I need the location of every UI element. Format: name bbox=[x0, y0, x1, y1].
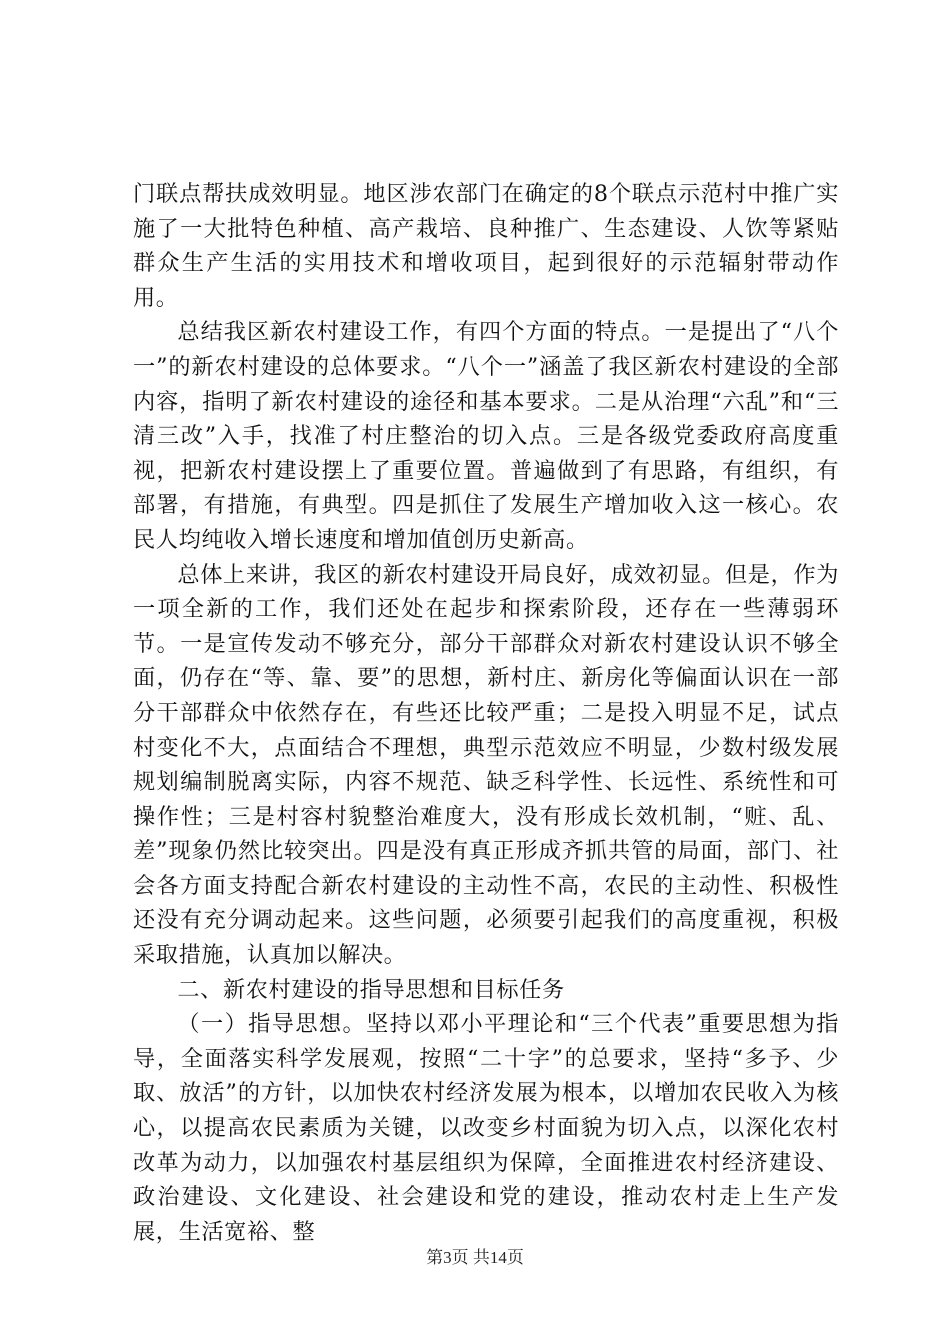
paragraph-guiding-ideology: （一）指导思想。坚持以邓小平理论和“三个代表”重要思想为指导，全面落实科学发展观，按照“二十字”的总要求，坚持“多予、少取、放活”的方针，以加快农村经济发展为根本，以增加农民收入为核心，以提高农民素质为关键，以改变乡村面貌为切入点，以深化农村改革为动力，以加强农村基层组织为保障，全面推进农村经济建设、政治建设、文化建设、社会建设和党的建设，推动农村走上生产发展，生活宽裕、整 bbox=[133, 1011, 839, 1245]
document-body bbox=[133, 177, 839, 1249]
paragraph-weak-links: 总体上来讲，我区的新农村建设开局良好，成效初显。但是，作为一项全新的工作，我们还处在起步和探索阶段，还存在一些薄弱环节。一是宣传发动不够充分，部分干部群众对新农村建设认识不够全面，仍存在“等、靠、要”的思想，新村庄、新房化等偏面认识在一部分干部群众中依然存在，有些还比较严重；二是投入明显不足，试点村变化不大，点面结合不理想，典型示范效应不明显，少数村级发展规划编制脱离实际，内容不规范、缺乏科学性、长远性、系统性和可操作性；三是村容村貌整治难度大，没有形成长效机制，“赃、乱、差”现象仍然比较突出。四是没有真正形成齐抓共管的局面，部门、社会各方面支持配合新农村建设的主动性不高，农民的主动性、积极性还没有充分调动起来。这些问题，必须要引起我们的高度重视，积极采取措施，认真加以解决。 bbox=[133, 561, 839, 969]
paragraph-continuation: 门联点帮扶成效明显。地区涉农部门在确定的8个联点示范村中推广实施了一大批特色种植、高产栽培、良种推广、生态建设、人饮等紧贴群众生产生活的实用技术和增收项目，起到很好的示范辐射带动作用。 bbox=[133, 181, 839, 311]
paragraph-summary-features: 总结我区新农村建设工作，有四个方面的特点。一是提出了“八个一”的新农村建设的总体要求。“八个一”涵盖了我区新农村建设的全部内容，指明了新农村建设的途径和基本要求。二是从治理“六乱”和“三清三改”入手，找准了村庄整治的切入点。三是各级党委政府高度重视，把新农村建设摆上了重要位置。普遍做到了有思路，有组织，有部署，有措施，有典型。四是抓住了发展生产增加收入这一核心。农民人均纯收入增长速度和增加值创历史新高。 bbox=[133, 319, 839, 553]
page-number-footer: 第3页 共14页 bbox=[426, 1248, 524, 1267]
section-heading: 二、新农村建设的指导思想和目标任务 bbox=[177, 976, 565, 1003]
